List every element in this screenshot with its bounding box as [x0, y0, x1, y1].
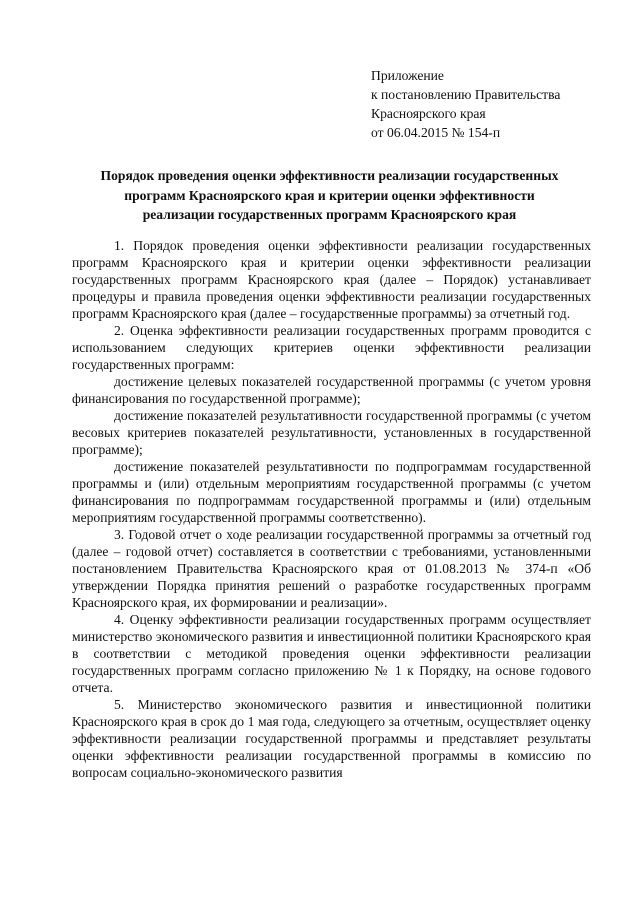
document-body	[72, 237, 591, 781]
paragraph-1-purpose: 1. Порядок проведения оценки эффективности реализации государственных программ Красноярского края и критерии оценки эффективности реализации государственных программ Красноярского края (далее – Порядок) устанавливает процедуры и правила проведения оценки эффективности реализации государственных программ Красноярского края (далее – государственные программы) за отчетный год.	[72, 238, 591, 321]
paragraph-4-evaluator: 4. Оценку эффективности реализации государственных программ осуществляет министерство экономического развития и инвестиционной политики Красноярского края в соответствии с методикой проведения оценки эффективности реализации государственных программ согласно приложению № 1 к Порядку, на основе годового отчета.	[72, 612, 591, 695]
title-line: реализации государственных программ Красноярского края	[142, 207, 517, 222]
paragraph-2-criteria: 2. Оценка эффективности реализации государственных программ проводится с использованием следующих критериев оценки эффективности реализации государственных программ:	[72, 323, 591, 372]
title-line: Порядок проведения оценки эффективности реализации государственных	[100, 168, 559, 183]
document-title	[68, 166, 591, 225]
criterion-performance-indicators: достижение показателей результативности государственной программы (с учетом весовых критериев показателей результативности, установленных в государственной программе);	[72, 408, 591, 457]
paragraph-3-annual-report: 3. Годовой отчет о ходе реализации государственной программы за отчетный год (далее – годовой отчет) составляется в соответствии с требованиями, установленными постановлением Правительства Красноярского края от 01.08.2013 № 374-п «Об утверждении Порядка принятия решений о разработке государственных программ Красноярского края, их формировании и реализации».	[72, 527, 591, 610]
criterion-target-indicators: достижение целевых показателей государственной программы (с учетом уровня финансирования по государственной программе);	[72, 374, 591, 406]
appendix-header	[371, 66, 560, 142]
appendix-label: Приложение	[371, 68, 444, 83]
paragraph-5-deadline: 5. Министерство экономического развития и инвестиционной политики Красноярского края в срок до 1 мая года, следующего за отчетным, осуществляет оценку эффективности реализации государственной программы и представляет результаты оценки эффективности реализации государственной программы в комиссию по вопросам социально-экономического развития	[72, 697, 591, 780]
appendix-region: Красноярского края	[371, 106, 486, 121]
appendix-decree-date-number: от 06.04.2015 № 154-п	[371, 125, 501, 140]
appendix-decree-reference: к постановлению Правительства	[371, 87, 561, 102]
title-line: программ Красноярского края и критерии оценки эффективности	[124, 187, 535, 203]
criterion-subprogram-indicators: достижение показателей результативности по подпрограммам государственной программы и (или) отдельным мероприятиям государственной программы (с учетом финансирования по подпрограммам государственной программы и (или) отдельным мероприятиям государственной программы соответственно).	[72, 459, 591, 525]
